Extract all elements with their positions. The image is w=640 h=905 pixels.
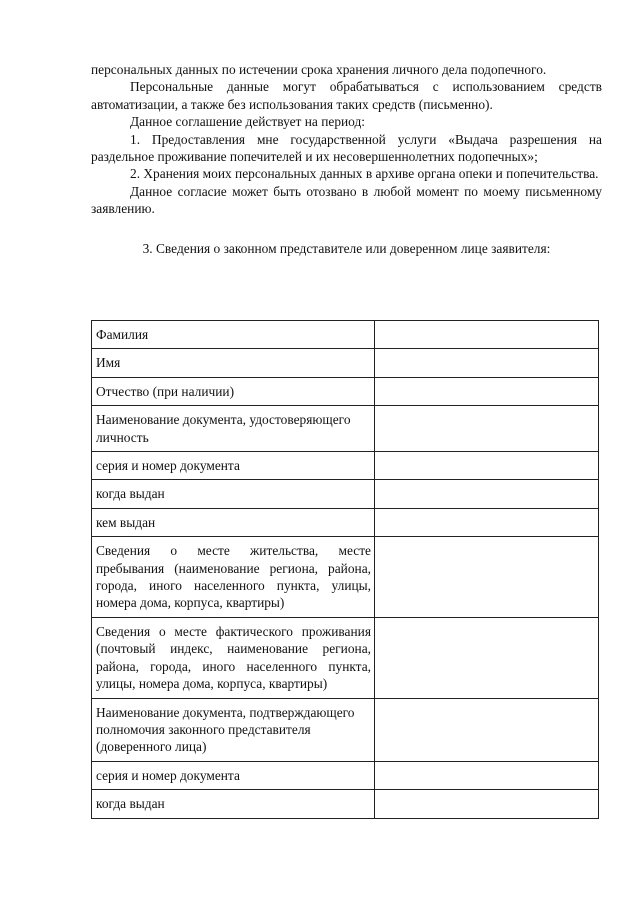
paragraph-1: персональных данных по истечении срока хранения личного дела подопечного.	[91, 62, 547, 77]
table-row	[92, 377, 599, 405]
paragraph-4: 1. Предоставления мне государственной услуги «Выдача разрешения на раздельное проживание попечителей и их несовершеннолетних подопечных»;	[91, 131, 602, 165]
row-value-patronymic[interactable]	[375, 377, 599, 405]
paragraph-5: 2. Хранения моих персональных данных в архиве органа опеки и попечительства.	[130, 166, 599, 182]
table-row	[92, 480, 599, 508]
row-value-name[interactable]	[375, 349, 599, 377]
section-title: 3. Сведения о законном представителе или доверенном лице заявителя:	[142, 240, 551, 256]
table-row	[92, 698, 599, 761]
table-row	[92, 321, 599, 349]
row-label-patronymic: Отчество (при наличии)	[92, 377, 375, 405]
row-label-surname: Фамилия	[92, 321, 375, 349]
representative-info-table	[91, 320, 599, 819]
row-label-authority-document-number: серия и номер документа	[92, 761, 375, 789]
row-label-authority-document: Наименование документа, подтверждающего полномочия законного представителя (доверенного лица)	[92, 698, 375, 761]
row-label-residence: Сведения о месте жительства, месте пребывания (наименование региона, района, города, иного населенного пункта, улицы, номера дома, корпуса, квартиры)	[92, 537, 375, 618]
paragraph-2: Персональные данные могут обрабатываться с использованием средств автоматизации, а также без использования таких средств (письменно).	[91, 79, 602, 112]
row-label-document-number: серия и номер документа	[92, 452, 375, 480]
table-row	[92, 452, 599, 480]
row-value-document-number[interactable]	[375, 452, 599, 480]
row-value-authority-issue-date[interactable]	[375, 790, 599, 818]
table-row	[92, 537, 599, 618]
row-value-id-document[interactable]	[375, 406, 599, 452]
row-label-id-document: Наименование документа, удостоверяющего личность	[92, 406, 375, 452]
row-value-surname[interactable]	[375, 321, 599, 349]
table-row	[92, 617, 599, 698]
row-label-actual-residence: Сведения о месте фактического проживания (почтовый индекс, наименование региона, района, города, иного населенного пункта, улицы, номера дома, корпуса, квартиры)	[92, 617, 375, 698]
document-page	[91, 61, 602, 257]
table-row	[92, 508, 599, 536]
table-row	[92, 349, 599, 377]
row-value-authority-document[interactable]	[375, 698, 599, 761]
row-value-issued-by[interactable]	[375, 508, 599, 536]
table-row	[92, 406, 599, 452]
row-value-issue-date[interactable]	[375, 480, 599, 508]
row-label-issued-by: кем выдан	[92, 508, 375, 536]
row-value-residence[interactable]	[375, 537, 599, 618]
row-value-authority-document-number[interactable]	[375, 761, 599, 789]
paragraph-3: Данное соглашение действует на период:	[130, 114, 366, 130]
table-row	[92, 790, 599, 818]
row-label-authority-issue-date: когда выдан	[92, 790, 375, 818]
paragraph-6: Данное согласие может быть отозвано в любой момент по моему письменному заявлению.	[91, 183, 602, 217]
table-row	[92, 761, 599, 789]
row-value-actual-residence[interactable]	[375, 617, 599, 698]
row-label-issue-date: когда выдан	[92, 480, 375, 508]
row-label-name: Имя	[92, 349, 375, 377]
